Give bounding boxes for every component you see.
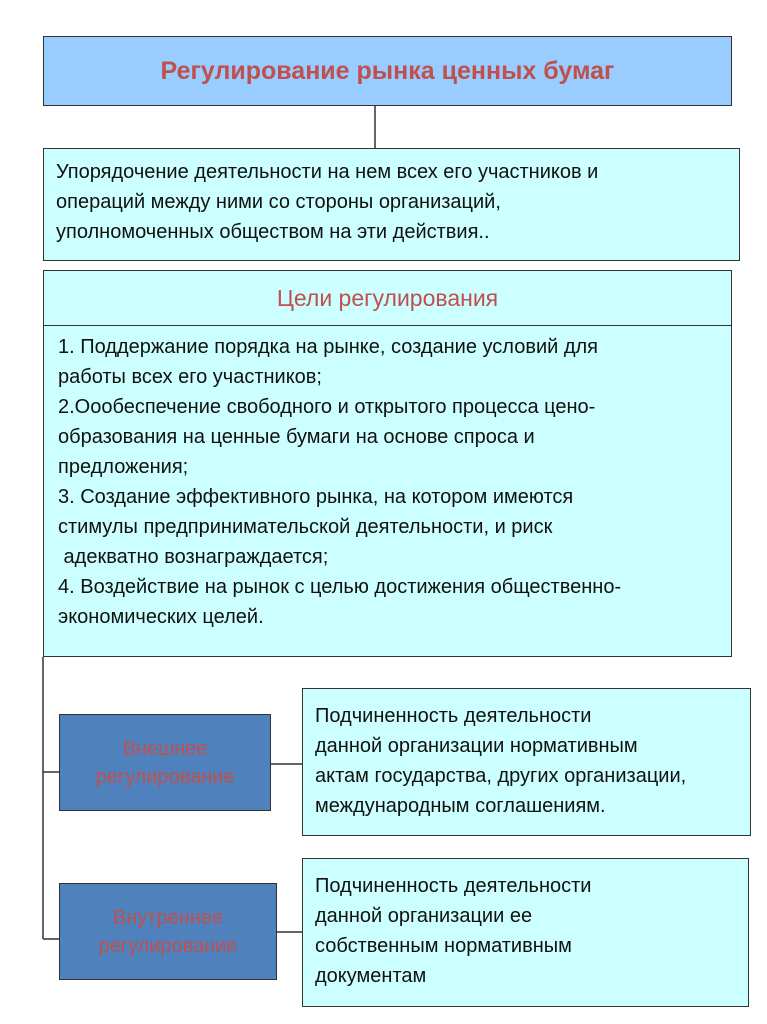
internal-label-line1: Внутреннее [112,906,224,929]
goals-list-box [43,326,732,657]
internal-desc-line: документам [315,965,427,987]
goal-line: работы всех его участников; [58,366,322,388]
goal-line: 1. Поддержание порядка на рынке, создание условий для [58,336,599,358]
goal-line: 3. Создание эффективного рынка, на котором имеются [58,486,574,508]
external-desc-line: Подчиненность деятельности [315,705,592,727]
title-box [43,36,732,106]
goal-line: образования на ценные бумаги на основе спроса и [58,426,535,448]
definition-line: Упорядочение деятельности на нем всех его участников и [56,161,599,183]
external-regulation-box [59,714,271,811]
definition-line: уполномоченных обществом на эти действия.. [56,221,490,243]
internal-desc-line: собственным нормативным [315,935,572,957]
external-description-box [302,688,751,836]
goal-line: экономических целей. [58,606,264,628]
internal-description-box [302,858,749,1007]
external-label-line2: регулирование [95,765,235,788]
internal-desc-line: данной организации ее [315,905,533,927]
goal-line: адекватно вознаграждается; [58,546,329,568]
internal-label-line2: регулирование [98,934,238,957]
internal-regulation-box [59,883,277,980]
external-desc-line: актам государства, других организации, [315,765,687,787]
external-desc-line: данной организации нормативным [315,735,638,757]
external-desc-line: международным соглашениям. [315,795,606,817]
definition-line: операций между ними со стороны организаций, [56,191,501,213]
goal-line: 2.Оообеспечение свободного и открытого процесса цено- [58,396,596,418]
definition-box [43,148,740,261]
diagram-title: Регулирование рынка ценных бумаг [160,56,615,85]
goal-line: 4. Воздействие на рынок с целью достижения общественно- [58,576,622,598]
internal-desc-line: Подчиненность деятельности [315,875,592,897]
goal-line: предложения; [58,456,189,478]
external-label-line1: Внешнее [122,737,208,760]
goal-line: стимулы предпринимательской деятельности, и риск [58,516,553,538]
goals-heading: Цели регулирования [276,284,499,311]
goals-heading-box [43,270,732,326]
